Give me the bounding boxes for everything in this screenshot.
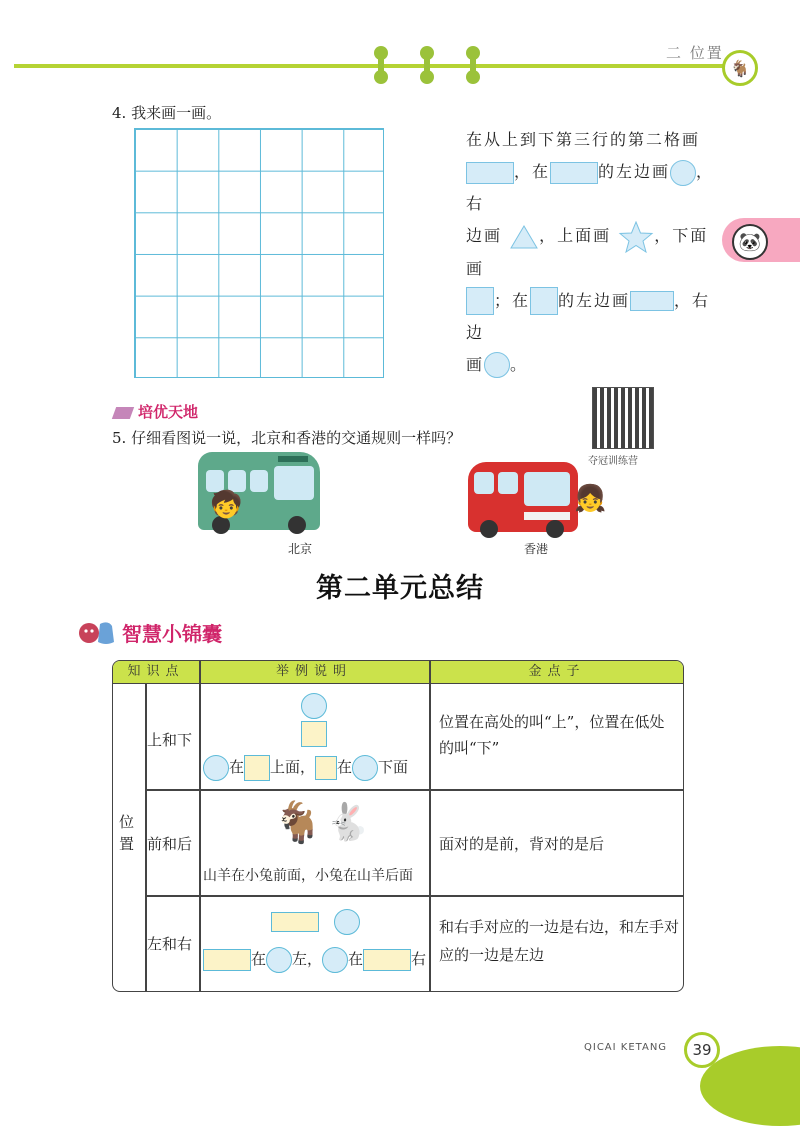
example-text: 在 <box>251 950 267 968</box>
group-label: 位置 <box>119 813 135 853</box>
circle-shape <box>322 947 348 973</box>
example-stack <box>301 693 327 747</box>
instruction-text: 边画 <box>466 226 503 245</box>
rectangle-shape <box>203 949 251 971</box>
instruction-line: 在从上到下第三行的第二格画 <box>466 130 701 149</box>
blank-square <box>530 287 558 315</box>
instruction-line <box>466 349 726 381</box>
tip-left-right: 和右手对应的一边是右边，和左手对应的一边是左边 <box>439 918 680 964</box>
blank-rectangle <box>630 291 674 311</box>
example-up-down <box>203 755 408 781</box>
blank-square <box>466 287 494 315</box>
blank-rectangle <box>550 162 598 184</box>
topic-left-right: 左和右 <box>147 935 193 953</box>
goat-icon: 🐐 <box>722 50 758 86</box>
question-4-label: 4. 我来画一画。 <box>112 104 222 122</box>
example-text: 左， <box>292 950 323 968</box>
triangle-icon <box>509 224 539 250</box>
instruction-text: 的左边画 <box>598 162 671 181</box>
qr-code-icon[interactable] <box>592 387 654 449</box>
square-shape <box>301 721 327 747</box>
question-5-label: 5. 仔细看图说一说，北京和香港的交通规则一样吗？ <box>112 429 462 447</box>
rabbit-illustration: 🐇 <box>325 802 370 843</box>
caption-beijing: 北京 <box>288 542 313 556</box>
instruction-text: ，下面画 <box>466 226 709 278</box>
circle-shape <box>203 755 229 781</box>
instruction-line <box>466 220 726 285</box>
brocade-bag-icon <box>78 616 116 646</box>
square-shape <box>315 756 337 780</box>
circle-shape <box>334 909 360 935</box>
circle-shape <box>301 693 327 719</box>
instruction-text: ；在 <box>494 290 531 310</box>
page-number: 39 <box>684 1032 720 1068</box>
red-bus-illustration <box>468 462 578 532</box>
instruction-text: ，右边 <box>466 290 711 342</box>
question-4-instructions <box>466 124 726 381</box>
instruction-text: ，在 <box>514 162 551 181</box>
summary-table <box>112 660 684 992</box>
example-text: 在 <box>229 758 245 776</box>
section-peiyou <box>114 401 198 422</box>
rectangle-shape <box>363 949 411 971</box>
girl-illustration: 👧 <box>574 484 607 514</box>
instruction-text: ，右 <box>466 162 715 213</box>
binder-pin <box>378 50 384 80</box>
example-text: 右 <box>411 950 427 968</box>
example-front-back: 山羊在小兔前面，小兔在山羊后面 <box>203 868 413 884</box>
book-icon <box>112 407 134 419</box>
rectangle-shape <box>271 912 319 932</box>
instruction-line <box>466 285 726 349</box>
unit-summary-title: 第二单元总结 <box>316 573 484 604</box>
panda-icon: 🐼 <box>732 224 768 260</box>
boy-illustration: 🧒 <box>210 490 243 520</box>
section-title: 培优天地 <box>138 403 199 421</box>
header-rule <box>14 64 736 68</box>
chapter-title: 二 位置 <box>666 44 724 62</box>
topic-up-down: 上和下 <box>147 731 193 749</box>
blank-circle <box>670 160 696 186</box>
circle-shape <box>266 947 292 973</box>
header-knowledge: 知识点 <box>127 664 185 679</box>
star-icon <box>618 221 654 253</box>
example-rect-circle <box>271 909 360 935</box>
tips-title: 智慧小锦囊 <box>122 622 222 646</box>
goat-illustration: 🐐 <box>273 800 323 846</box>
topic-front-back: 前和后 <box>147 835 193 853</box>
example-left-right <box>203 947 426 973</box>
example-text: 在 <box>348 950 364 968</box>
blank-rectangle <box>466 162 514 184</box>
example-text: 下面 <box>378 758 409 776</box>
header-tip: 金点子 <box>528 664 586 679</box>
circle-shape <box>352 755 378 781</box>
binder-pin <box>470 50 476 80</box>
instruction-text: 画 <box>466 354 485 374</box>
tip-up-down: 位置在高处的叫“上”，位置在低处的叫“下” <box>439 713 665 757</box>
qr-label: 夺冠训练营 <box>588 456 638 467</box>
instruction-text: 。 <box>510 354 529 374</box>
example-text: 上面， <box>270 758 316 776</box>
drawing-grid[interactable] <box>134 128 384 378</box>
instruction-line <box>466 156 726 220</box>
caption-hongkong: 香港 <box>524 542 549 556</box>
footer-brand: QICAI KETANG <box>584 1042 668 1053</box>
blank-circle <box>484 352 510 378</box>
tip-front-back: 面对的是前，背对的是后 <box>439 835 605 853</box>
binder-pin <box>424 50 430 80</box>
square-shape <box>244 755 270 781</box>
example-text: 在 <box>337 758 353 776</box>
header-example: 举例说明 <box>275 664 352 679</box>
instruction-text: 的左边画 <box>558 290 631 310</box>
instruction-text: ，上面画 <box>539 226 612 245</box>
